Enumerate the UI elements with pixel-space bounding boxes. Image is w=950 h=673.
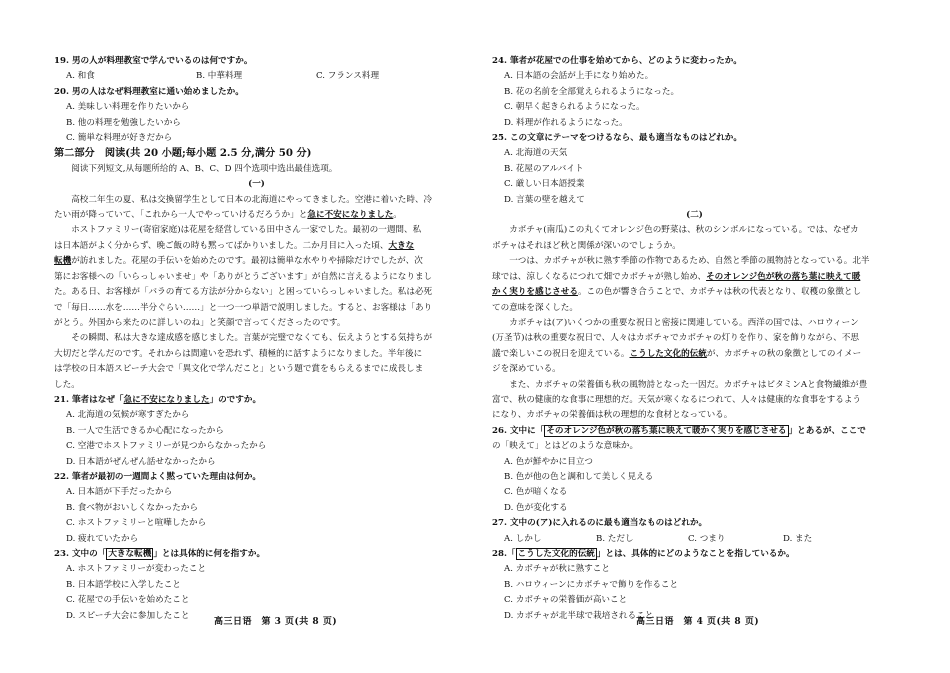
passage2-line: (万圣节)は秋の重要な祝日で、人々はカボチャでカボチャの灯りを作り、家を飾りながら、不思 [492,333,859,344]
underline-cultural-tradition: こうした文化的伝統 [629,348,707,359]
q24-option-d: D. 料理が作れるようになった。 [504,117,628,128]
underline-anxious: 急に不安になりました [307,210,394,221]
q21-option-b: B. 一人で生活できるか心配になったから [66,425,224,436]
section-2-heading: (二) [686,210,703,221]
q27-option-b: B. ただし [596,533,634,544]
q25-option-c: C. 厳しい日本語授業 [504,179,585,190]
boxed-term: こうした文化的伝統 [517,549,595,559]
question-25: 25. この文章にテーマをつけるなら、最も適当なものはどれか。 [492,133,742,144]
question-20: 20. 男の人はなぜ料理教室に通い始めましたか。 [54,86,244,97]
q21-option-a: A. 北海道の気候が寒すぎたから [66,410,190,421]
passage1-line: 転機が訪れました。花屋の手伝いを始めたのです。最初は簡単な水やりや掃除だけでしたが、次 [54,256,423,267]
q21-option-d: D. 日本語がぜんぜん話せなかったから [66,456,216,467]
question-28: 28.「 こうした文化的伝統 」とは、具体的にどのようなことを指しているか。 [492,549,795,559]
q26-option-d: D. 色が変化する [504,502,568,513]
question-26: 26. 文中に「 そのオレンジ色が秋の落ち葉に映えて暖かく実りを感じさせる 」とあるが、ここで [492,425,866,436]
part2-heading: 第二部分 阅读(共 20 小题;每小题 2.5 分,满分 50 分) [54,147,312,160]
q24-option-c: C. 朝早く起きられるようになった。 [504,102,645,113]
left-column [54,54,459,624]
section-1-heading: (一) [248,179,265,190]
q27-option-a: A. しかし [504,533,542,544]
passage1-line: た。ある日、お客様が「バラの育てる方法が分からない」と困っていらっしゃいました。私は必死 [54,287,433,298]
q24-option-b: B. 花の名前を全部覚えられるようになった。 [504,86,680,97]
q20-option-b: B. 他の料理を勉強したいから [66,117,181,128]
q22-option-d: D. 疲れていたから [66,533,139,544]
passage1-line: で「毎日……水を……半分ぐらい……」と一つ一つ単語で説明しました。すると、お客様は「あり [54,302,433,313]
passage1-line: した。 [54,379,80,390]
q24-option-a: A. 日本語の会話が上手になり始めた。 [504,71,654,82]
question-26-line2: の「映えて」とはどのような意味か。 [492,441,639,452]
passage1-line: 第にお客様への「いらっしゃいませ」や「ありがとうございます」が自然に言えるようになりまし [54,271,433,282]
q19-option-b: B. 中華料理 [196,71,243,82]
passage2-line: ボチャはそれほど秋と関係が深いのでしょうか。 [492,240,681,251]
right-column [492,54,897,624]
q19-option-c: C. フランス料理 [316,71,380,82]
q27-option-d: D. また [783,533,813,544]
question-19: 19. 男の人が料理教室で学んでいるのは何ですか。 [54,56,253,66]
passage2-line: 富で、秋の健康的な食事に理想的だ。天気が寒くなるにつれて、人々は健康的な食事をするよう [492,394,862,405]
boxed-term: 大きな転機 [108,549,152,559]
passage2-line: カボチャ(南瓜)この丸くてオレンジ色の野菜は、秋のシンボルになっている。では、なぜカ [509,225,859,236]
q28-option-a: A. カボチャが秋に熟すこと [504,564,610,575]
passage1-line: たい雨が降っていて、「これから一人でやっていけるだろうか」と急に不安になりました。 [54,210,402,221]
question-22: 22. 筆者が最初の一週間よく黙っていた理由は何か。 [54,471,262,482]
q22-option-c: C. ホストファミリーと喧嘩したから [66,518,207,529]
passage1-line: その瞬間、私は大きな達成感を感じました。言葉が完璧でなくても、伝えようとする気持ちが [71,333,433,344]
passage2-line: また、カボチャの栄養価も秋の風物詩となった一因だ。カボチャはビタミンAと食物繊維が豊 [509,379,868,390]
page-footer-3: 高三日语 第 3 页(共 8 页) [214,617,338,627]
q27-option-c: C. つまり [688,533,726,544]
passage2-line: 球では、涼しくなるにつれて畑でカボチャが熟し始め、そのオレンジ色が秋の落ち葉に映えて暖 [492,271,861,282]
passage2-line: カボチャは(ア)いくつかの重要な祝日と密接に関連している。西洋の国では、ハロウィーン [509,317,859,328]
underline-orange-color: そのオレンジ色が秋の落ち葉に映えて暖 [706,271,861,282]
passage1-line: は日本語がよく分からず、晩ご飯の時も黙ってばかりいました。二か月目に入った頃、大きな [54,240,415,251]
passage2-line: ジを深めている。 [492,364,561,375]
q28-option-d: D. カボチャが北半球で栽培されること [504,610,654,621]
page-footer-4: 高三日语 第 4 页(共 8 页) [636,617,760,627]
passage2-line: 一つは、カボチャが秋に熟す季節の作物であるため、自然と季節の風物詩となっている。北半 [509,256,870,267]
q23-option-d: D. スピーチ大会に参加したこと [66,610,190,621]
passage2-line: かく実りを感じさせる。この色が響き合うことで、カボチャは秋の代表となり、収穫の象徴とし [492,287,862,298]
passage2-line: になり、カボチャの栄養価は秋の理想的な食材となっている。 [492,410,733,421]
q20-option-a: A. 美味しい料理を作りたいから [66,102,190,113]
underline-turning-point: 大きな [388,240,415,251]
q22-option-b: B. 食べ物がおいしくなかったから [66,502,199,513]
passage2-line: 議で楽しいこの祝日を迎えている。こうした文化的伝統が、カボチャの秋の象徴としてのイメー [492,348,862,359]
q23-option-c: C. 花屋での手伝いを始めたこと [66,595,190,606]
q20-option-c: C. 簡単な料理が好きだから [66,133,173,144]
q27-options [492,532,897,547]
question-23: 23. 文中の「 大きな転機 」とは具体的に何を指すか。 [54,549,266,559]
passage1-line: 大切だと学んだのです。それからは間違いを恐れず、積極的に話すようになりました。半年後に [54,348,423,359]
passage1-line: は学校の日本語スピーチ大会で「異文化で学んだこと」という題で賞をもらえるまでに成長しま [54,364,424,375]
question-27: 27. 文中の(ア)に入れるのに最も適当なものはどれか。 [492,518,708,529]
q23-option-a: A. ホストファミリーが変わったこと [66,564,207,575]
part2-instructions: 阅读下列短文,从每题所给的 A、B、C、D 四个选项中选出最佳选项。 [71,163,338,174]
passage1-line: 高校二年生の夏、私は交換留学生として日本の北海道にやってきました。空港に着いた時、冷 [71,194,433,205]
passage1-line: がとう。外国から来たのに詳しいのね」と笑顔で言ってくださったのです。 [54,317,346,328]
q28-option-b: B. ハロウィーンにカボチャで飾りを作ること [504,579,679,590]
q28-option-c: C. カボチャの栄養価が高いこと [504,595,628,606]
q23-option-b: B. 日本語学校に入学したこと [66,579,181,590]
q25-option-b: B. 花屋のアルバイト [504,163,584,174]
q21-option-c: C. 空港でホストファミリーが見つからなかったから [66,441,267,452]
boxed-term: そのオレンジ色が秋の落ち葉に映えて暖かく実りを感じさせる [546,425,787,436]
q22-option-a: A. 日本語が下手だったから [66,487,173,498]
question-24: 24. 筆者が花屋での仕事を始めてから、どのように変わったか。 [492,56,742,66]
q26-option-a: A. 色が鮮やかに目立つ [504,456,594,467]
q26-option-c: C. 色が暗くなる [504,487,568,498]
passage2-line: ての意味を深くした。 [492,302,578,313]
q19-option-a: A. 和食 [66,71,95,82]
q25-option-d: D. 言葉の壁を越えて [504,194,585,205]
q19-options [54,69,459,84]
q26-option-b: B. 色が他の色と調和して美しく見える [504,471,654,482]
question-21: 21. 筆者はなぜ「急に不安になりました」のですか。 [54,394,262,405]
q25-option-a: A. 北海道の天気 [504,148,568,159]
passage1-line: ホストファミリー(寄宿家庭)は花屋を経営している田中さん一家でした。最初の一週間、私 [71,225,422,236]
